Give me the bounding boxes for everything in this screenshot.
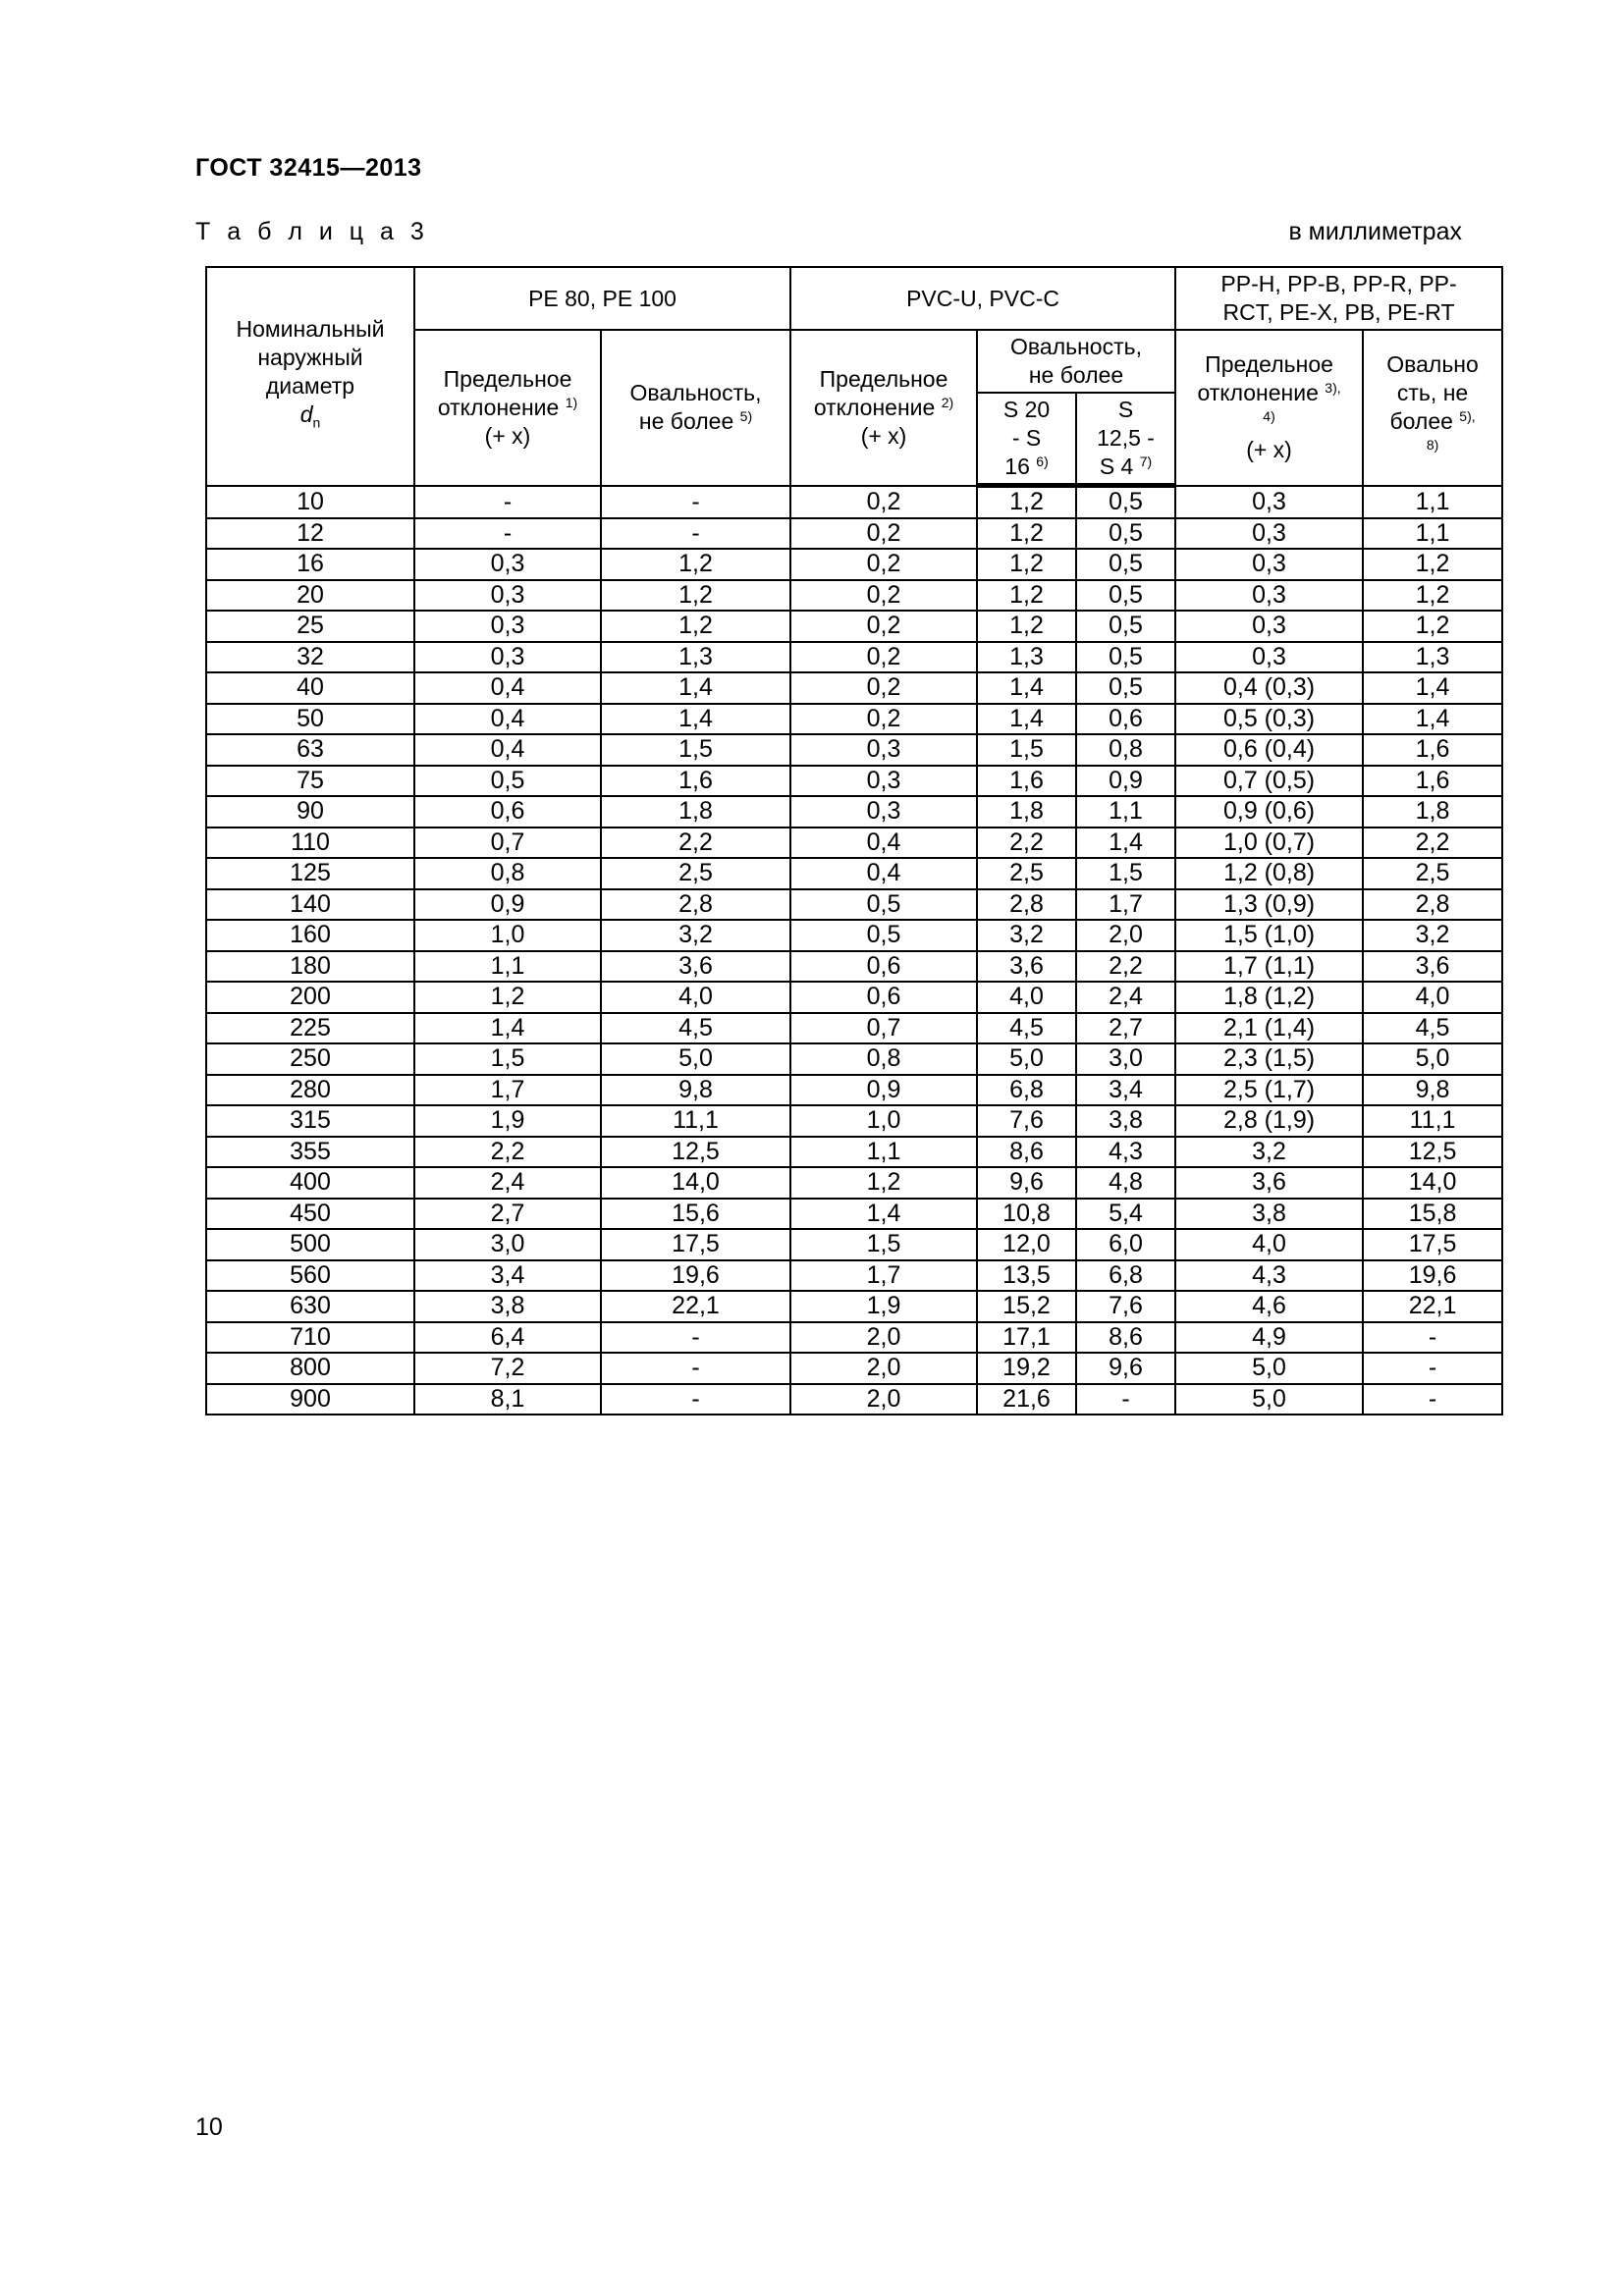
- table-cell: 0,5: [1076, 580, 1175, 612]
- table-cell: 4,8: [1076, 1167, 1175, 1199]
- table-cell: 1,5: [414, 1043, 601, 1075]
- table-row: [206, 920, 1502, 951]
- table-cell: 1,2 (0,8): [1175, 858, 1363, 889]
- table-cell: 2,8 (1,9): [1175, 1105, 1363, 1137]
- table-cell: 0,3: [1175, 580, 1363, 612]
- table-cell: 2,2: [601, 828, 790, 859]
- table-cell: 1,4: [601, 704, 790, 735]
- table-cell: 12,5: [601, 1137, 790, 1168]
- table-cell: 0,6: [790, 951, 977, 983]
- table-cell: 1,0 (0,7): [1175, 828, 1363, 859]
- table-cell: 1,1: [1363, 486, 1502, 518]
- table-cell: 5,4: [1076, 1199, 1175, 1230]
- table-cell: 5,0: [1363, 1043, 1502, 1075]
- table-cell: 0,5: [414, 766, 601, 797]
- table-cell: 0,3: [414, 611, 601, 642]
- header-pp-ovality: Овально сть, не более $^{5),}$ $^{8)}$: [1363, 330, 1502, 486]
- table-cell: 10,8: [977, 1199, 1076, 1230]
- table-cell: 1,4: [1363, 704, 1502, 735]
- table-cell: 4,3: [1175, 1260, 1363, 1292]
- table-cell: 3,6: [977, 951, 1076, 983]
- table-cell: 0,5: [1076, 672, 1175, 704]
- table-row: [206, 642, 1502, 673]
- table-cell: 0,3: [414, 549, 601, 580]
- table-cell: 0,8: [414, 858, 601, 889]
- table-cell: 3,2: [1175, 1137, 1363, 1168]
- table-cell: 12,5: [1363, 1137, 1502, 1168]
- table-row: [206, 1229, 1502, 1260]
- table-cell: 2,0: [790, 1353, 977, 1384]
- table-cell: 4,0: [977, 982, 1076, 1013]
- table-cell: 8,6: [977, 1137, 1076, 1168]
- table-cell: 4,0: [601, 982, 790, 1013]
- table-cell: 0,3: [1175, 642, 1363, 673]
- table-cell: -: [414, 486, 601, 518]
- table-cell: 0,7: [414, 828, 601, 859]
- table-cell: 110: [206, 828, 414, 859]
- table-cell: 12,0: [977, 1229, 1076, 1260]
- table-cell: 0,4 (0,3): [1175, 672, 1363, 704]
- table-cell: 1,6: [977, 766, 1076, 797]
- table-cell: 13,5: [977, 1260, 1076, 1292]
- table-row: [206, 1199, 1502, 1230]
- table-cell: 0,9: [1076, 766, 1175, 797]
- table-cell: 22,1: [1363, 1291, 1502, 1322]
- table-cell: 4,5: [977, 1013, 1076, 1044]
- table-cell: 2,7: [1076, 1013, 1175, 1044]
- table-cell: 4,5: [1363, 1013, 1502, 1044]
- table-cell: 0,2: [790, 642, 977, 673]
- header-pvc-s20-s16: S 20 - S 16 $^{6)}$: [977, 393, 1076, 486]
- table-cell: 1,4: [790, 1199, 977, 1230]
- table-cell: 15,8: [1363, 1199, 1502, 1230]
- table-cell: -: [601, 486, 790, 518]
- table-row: [206, 734, 1502, 766]
- table-cell: 0,2: [790, 704, 977, 735]
- table-cell: 14,0: [1363, 1167, 1502, 1199]
- table-cell: 1,4: [977, 704, 1076, 735]
- table-cell: 1,2: [977, 549, 1076, 580]
- table-cell: 140: [206, 889, 414, 921]
- table-cell: -: [601, 1322, 790, 1354]
- table-cell: 8,1: [414, 1384, 601, 1415]
- table-row: [206, 1013, 1502, 1044]
- table-cell: 0,2: [790, 518, 977, 550]
- table-cell: 1,1: [1076, 796, 1175, 828]
- table-cell: 0,5: [790, 889, 977, 921]
- table-cell: 160: [206, 920, 414, 951]
- table-cell: 1,6: [601, 766, 790, 797]
- table-row: [206, 611, 1502, 642]
- table-cell: 32: [206, 642, 414, 673]
- table-cell: -: [1363, 1384, 1502, 1415]
- table-cell: 0,2: [790, 672, 977, 704]
- table-cell: 0,3: [1175, 486, 1363, 518]
- table-cell: -: [601, 518, 790, 550]
- table-cell: 710: [206, 1322, 414, 1354]
- table-cell: 0,6: [414, 796, 601, 828]
- table-cell: 4,9: [1175, 1322, 1363, 1354]
- table-cell: 200: [206, 982, 414, 1013]
- table-cell: 9,8: [1363, 1075, 1502, 1106]
- table-cell: 19,2: [977, 1353, 1076, 1384]
- table-cell: 75: [206, 766, 414, 797]
- table-cell: 1,6: [1363, 766, 1502, 797]
- table-row: [206, 518, 1502, 550]
- table-cell: 9,8: [601, 1075, 790, 1106]
- table-cell: 5,0: [977, 1043, 1076, 1075]
- table-cell: 2,4: [414, 1167, 601, 1199]
- table-cell: 10: [206, 486, 414, 518]
- table-cell: 0,4: [790, 828, 977, 859]
- table-cell: 6,0: [1076, 1229, 1175, 1260]
- table-cell: -: [601, 1353, 790, 1384]
- table-cell: 3,2: [977, 920, 1076, 951]
- table-cell: 1,5: [977, 734, 1076, 766]
- table-cell: 2,3 (1,5): [1175, 1043, 1363, 1075]
- table-cell: 315: [206, 1105, 414, 1137]
- table-cell: 21,6: [977, 1384, 1076, 1415]
- table-cell: 1,7 (1,1): [1175, 951, 1363, 983]
- table-cell: 3,6: [1363, 951, 1502, 983]
- table-cell: 1,5: [790, 1229, 977, 1260]
- table-cell: 9,6: [1076, 1353, 1175, 1384]
- table-cell: 1,5 (1,0): [1175, 920, 1363, 951]
- table-cell: 7,6: [977, 1105, 1076, 1137]
- table-cell: 12: [206, 518, 414, 550]
- table-cell: 1,7: [1076, 889, 1175, 921]
- table-cell: 2,0: [790, 1384, 977, 1415]
- table-cell: 0,3: [414, 642, 601, 673]
- table-cell: 22,1: [601, 1291, 790, 1322]
- table-cell: 1,2: [414, 982, 601, 1013]
- table-cell: 500: [206, 1229, 414, 1260]
- table-cell: 1,2: [601, 580, 790, 612]
- table-row: [206, 1353, 1502, 1384]
- units-label: в миллиметрах: [1288, 218, 1462, 245]
- table-caption: Т а б л и ц а 3: [195, 218, 429, 245]
- table-cell: 3,2: [1363, 920, 1502, 951]
- header-pp-deviation: Предельное отклонение $^{3),}$ $^{4)}$ (+ x): [1175, 330, 1363, 486]
- table-cell: 2,2: [977, 828, 1076, 859]
- table-cell: 0,2: [790, 486, 977, 518]
- table-cell: 400: [206, 1167, 414, 1199]
- table-cell: 11,1: [1363, 1105, 1502, 1137]
- table-cell: 0,3: [1175, 549, 1363, 580]
- table-cell: 0,5: [1076, 611, 1175, 642]
- table-cell: 0,2: [790, 580, 977, 612]
- table-cell: 800: [206, 1353, 414, 1384]
- table-cell: 6,8: [977, 1075, 1076, 1106]
- table-cell: -: [1363, 1353, 1502, 1384]
- table-cell: 3,0: [1076, 1043, 1175, 1075]
- table-cell: 2,1 (1,4): [1175, 1013, 1363, 1044]
- table-cell: 19,6: [1363, 1260, 1502, 1292]
- table-row: [206, 580, 1502, 612]
- table-cell: 0,5: [1076, 549, 1175, 580]
- table-cell: 0,8: [1076, 734, 1175, 766]
- table-row: [206, 1384, 1502, 1415]
- header-pvc-deviation: Предельное отклонение $^{2)}$ (+ x): [790, 330, 977, 486]
- table-cell: 2,5 (1,7): [1175, 1075, 1363, 1106]
- table-cell: 0,5: [1076, 518, 1175, 550]
- table-cell: 1,2: [977, 580, 1076, 612]
- table-cell: 1,1: [790, 1137, 977, 1168]
- table-row: [206, 889, 1502, 921]
- table-cell: 3,2: [601, 920, 790, 951]
- table-row: [206, 766, 1502, 797]
- table-cell: 3,8: [1175, 1199, 1363, 1230]
- table-cell: 0,5: [1076, 486, 1175, 518]
- table-row: [206, 1043, 1502, 1075]
- table-cell: 0,2: [790, 611, 977, 642]
- table-cell: 630: [206, 1291, 414, 1322]
- table-cell: 3,8: [1076, 1105, 1175, 1137]
- table-cell: 2,8: [601, 889, 790, 921]
- table-cell: 19,6: [601, 1260, 790, 1292]
- table-cell: 1,5: [601, 734, 790, 766]
- table-cell: -: [1076, 1384, 1175, 1415]
- table-row: [206, 486, 1502, 518]
- table-cell: 250: [206, 1043, 414, 1075]
- table-cell: 1,2: [790, 1167, 977, 1199]
- table-cell: 5,0: [601, 1043, 790, 1075]
- table-cell: 1,0: [414, 920, 601, 951]
- table-cell: 280: [206, 1075, 414, 1106]
- table-cell: 6,8: [1076, 1260, 1175, 1292]
- table-cell: 0,7 (0,5): [1175, 766, 1363, 797]
- table-cell: 11,1: [601, 1105, 790, 1137]
- table-cell: 17,1: [977, 1322, 1076, 1354]
- table-cell: 1,7: [414, 1075, 601, 1106]
- table-cell: 3,8: [414, 1291, 601, 1322]
- table-cell: 20: [206, 580, 414, 612]
- table-cell: 4,3: [1076, 1137, 1175, 1168]
- table-cell: 1,4: [1076, 828, 1175, 859]
- table-cell: 17,5: [1363, 1229, 1502, 1260]
- table-cell: 1,4: [414, 1013, 601, 1044]
- table-cell: 2,8: [1363, 889, 1502, 921]
- table-cell: 1,4: [1363, 672, 1502, 704]
- table-cell: 3,4: [1076, 1075, 1175, 1106]
- page-number: 10: [195, 2113, 223, 2141]
- table-cell: 180: [206, 951, 414, 983]
- table-cell: -: [414, 518, 601, 550]
- table-cell: 1,2: [977, 518, 1076, 550]
- table-cell: 15,2: [977, 1291, 1076, 1322]
- table-cell: 0,8: [790, 1043, 977, 1075]
- table-cell: 0,6: [1076, 704, 1175, 735]
- table-cell: 0,3: [414, 580, 601, 612]
- table-cell: 2,5: [977, 858, 1076, 889]
- table-cell: 450: [206, 1199, 414, 1230]
- table-head: [206, 267, 1502, 486]
- table-cell: 900: [206, 1384, 414, 1415]
- table-cell: 1,3: [977, 642, 1076, 673]
- table-row: [206, 982, 1502, 1013]
- table-row: [206, 858, 1502, 889]
- table-cell: 0,4: [414, 734, 601, 766]
- table-cell: -: [601, 1384, 790, 1415]
- table-cell: 1,8: [601, 796, 790, 828]
- table-cell: 8,6: [1076, 1322, 1175, 1354]
- table-cell: 7,2: [414, 1353, 601, 1384]
- table-cell: 25: [206, 611, 414, 642]
- table-cell: 1,8: [977, 796, 1076, 828]
- table-cell: 1,0: [790, 1105, 977, 1137]
- table-cell: 0,3: [790, 766, 977, 797]
- table-cell: 0,3: [1175, 518, 1363, 550]
- table-cell: 2,2: [1076, 951, 1175, 983]
- table-cell: 0,9: [414, 889, 601, 921]
- table-cell: 1,9: [414, 1105, 601, 1137]
- table-cell: 2,2: [1363, 828, 1502, 859]
- table-cell: 4,5: [601, 1013, 790, 1044]
- header-group-pp: PP-H, PP-B, PP-R, PP- RCT, PE-X, PB, PE-RT: [1175, 267, 1502, 330]
- table-cell: 9,6: [977, 1167, 1076, 1199]
- table-cell: 560: [206, 1260, 414, 1292]
- table-cell: 2,0: [790, 1322, 977, 1354]
- table-cell: 14,0: [601, 1167, 790, 1199]
- table-cell: 1,2: [977, 486, 1076, 518]
- table-cell: 1,7: [790, 1260, 977, 1292]
- table-cell: 2,2: [414, 1137, 601, 1168]
- table-cell: 0,4: [790, 858, 977, 889]
- table-cell: 15,6: [601, 1199, 790, 1230]
- table-row: [206, 1137, 1502, 1168]
- table-cell: 1,5: [1076, 858, 1175, 889]
- header-pe-deviation: Предельное отклонение $^{1)}$ (+ x): [414, 330, 601, 486]
- table-cell: 2,8: [977, 889, 1076, 921]
- table-cell: 1,2: [977, 611, 1076, 642]
- table-cell: 1,2: [1363, 549, 1502, 580]
- table-cell: 1,2: [1363, 580, 1502, 612]
- table-row: [206, 1291, 1502, 1322]
- table-cell: 1,8: [1363, 796, 1502, 828]
- table-row: [206, 1075, 1502, 1106]
- table-cell: 7,6: [1076, 1291, 1175, 1322]
- table-cell: 1,3 (0,9): [1175, 889, 1363, 921]
- table-cell: 1,8 (1,2): [1175, 982, 1363, 1013]
- table-cell: 4,6: [1175, 1291, 1363, 1322]
- table-cell: 1,3: [601, 642, 790, 673]
- table-row: [206, 672, 1502, 704]
- table-cell: 0,7: [790, 1013, 977, 1044]
- table-cell: 1,4: [977, 672, 1076, 704]
- table-row: [206, 951, 1502, 983]
- table-row: [206, 549, 1502, 580]
- table-cell: 1,2: [601, 549, 790, 580]
- table-cell: 0,5: [1076, 642, 1175, 673]
- table-cell: 1,1: [1363, 518, 1502, 550]
- table-cell: 1,9: [790, 1291, 977, 1322]
- header-group-pvc: PVC-U, PVC-C: [790, 267, 1175, 330]
- table-cell: 5,0: [1175, 1384, 1363, 1415]
- table-cell: 2,4: [1076, 982, 1175, 1013]
- table-cell: 2,7: [414, 1199, 601, 1230]
- table-cell: 3,6: [1175, 1167, 1363, 1199]
- table-cell: 0,3: [1175, 611, 1363, 642]
- table-cell: 5,0: [1175, 1353, 1363, 1384]
- table-cell: 0,4: [414, 672, 601, 704]
- header-pvc-s125-s4: S 12,5 - S 4 $^{7)}$: [1076, 393, 1175, 486]
- table-cell: 3,0: [414, 1229, 601, 1260]
- header-pvc-ovality: Овальность, не более: [977, 330, 1175, 393]
- dimensions-table: [205, 266, 1503, 1415]
- table-cell: 50: [206, 704, 414, 735]
- table-cell: 355: [206, 1137, 414, 1168]
- table-cell: 2,5: [1363, 858, 1502, 889]
- table-row: [206, 1260, 1502, 1292]
- table-cell: 1,3: [1363, 642, 1502, 673]
- table-cell: 0,6: [790, 982, 977, 1013]
- table-row: [206, 1167, 1502, 1199]
- table-cell: 3,4: [414, 1260, 601, 1292]
- table-row: [206, 828, 1502, 859]
- table-cell: 4,0: [1363, 982, 1502, 1013]
- table-cell: 0,5: [790, 920, 977, 951]
- table-cell: 17,5: [601, 1229, 790, 1260]
- table-cell: 125: [206, 858, 414, 889]
- table-row: [206, 704, 1502, 735]
- table-cell: 1,6: [1363, 734, 1502, 766]
- table-cell: 0,6 (0,4): [1175, 734, 1363, 766]
- table-cell: 3,6: [601, 951, 790, 983]
- table-cell: 90: [206, 796, 414, 828]
- table-cell: 1,2: [1363, 611, 1502, 642]
- table-body: [206, 486, 1502, 1415]
- table-cell: 1,2: [601, 611, 790, 642]
- table-cell: 0,2: [790, 549, 977, 580]
- table-cell: 1,1: [414, 951, 601, 983]
- header-nominal-diameter: Номинальный наружный диаметр $d_n$: [206, 267, 414, 486]
- table-cell: 2,0: [1076, 920, 1175, 951]
- table-cell: 0,3: [790, 796, 977, 828]
- table-row: [206, 1322, 1502, 1354]
- header-group-pe: PE 80, PE 100: [414, 267, 790, 330]
- table-cell: 0,3: [790, 734, 977, 766]
- table-cell: 63: [206, 734, 414, 766]
- table-cell: 0,4: [414, 704, 601, 735]
- table-cell: 0,5 (0,3): [1175, 704, 1363, 735]
- table-cell: 40: [206, 672, 414, 704]
- table-cell: 16: [206, 549, 414, 580]
- table-cell: 1,4: [601, 672, 790, 704]
- table-row: [206, 1105, 1502, 1137]
- table-cell: 0,9 (0,6): [1175, 796, 1363, 828]
- document-header: ГОСТ 32415—2013: [195, 154, 422, 182]
- table-row: [206, 796, 1502, 828]
- header-pe-ovality: Овальность, не более $^{5)}$: [601, 330, 790, 486]
- table-cell: 4,0: [1175, 1229, 1363, 1260]
- table-cell: 225: [206, 1013, 414, 1044]
- table-cell: 6,4: [414, 1322, 601, 1354]
- table-cell: 0,9: [790, 1075, 977, 1106]
- table-cell: 2,5: [601, 858, 790, 889]
- table-cell: -: [1363, 1322, 1502, 1354]
